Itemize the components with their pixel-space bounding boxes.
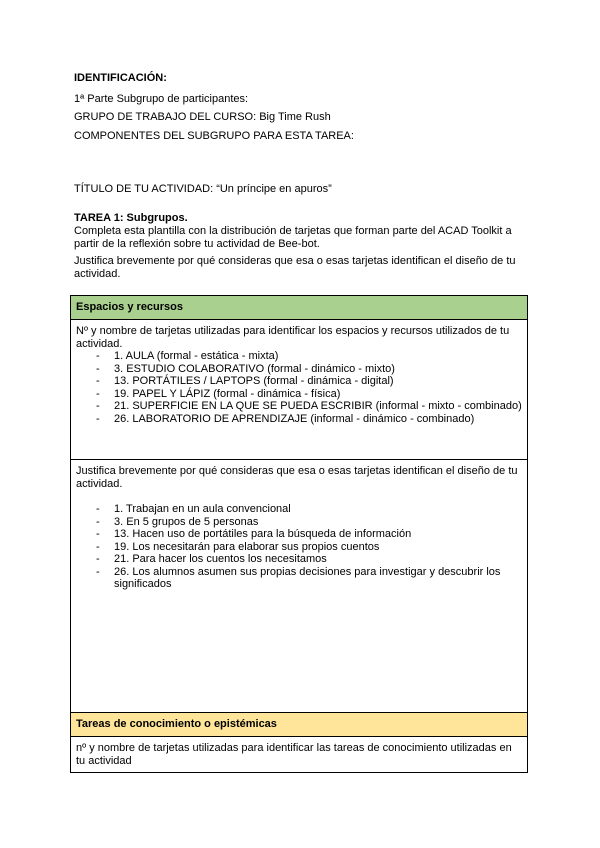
list-item: - 26. Los alumnos asumen sus propias decisiones para investigar y descubrir los significados [96,566,522,591]
subgroup-line: 1ª Parte Subgrupo de participantes: [74,93,249,105]
justification-cell [71,459,527,707]
components-line: COMPONENTES DEL SUBGRUPO PARA ESTA TAREA: [74,130,354,142]
cards-cell [71,320,527,454]
cards-intro: Nº y nombre de tarjetas utilizadas para identificar los espacios y recursos utilizados de tu actividad. [76,325,510,350]
identification-title: IDENTIFICACIÓN: [74,72,167,84]
list-item: - 21. Para hacer los cuentos los necesitamos [96,553,522,566]
list-item: - 26. LABORATORIO DE APRENDIZAJE (informal - dinámico - combinado) [96,413,522,426]
activity-title: TÍTULO DE TU ACTIVIDAD: “Un príncipe en apuros” [74,183,332,195]
list-item: - 3. En 5 grupos de 5 personas [96,516,522,529]
section-header-spaces-resources: Espacios y recursos [71,296,527,320]
list-item: - 1. Trabajan en un aula convencional [96,503,522,516]
section-header-epistemic-tasks: Tareas de conocimiento o epistémicas [71,712,527,737]
list-item: - 21. SUPERFICIE EN LA QUE SE PUEDA ESCRIBIR (informal - mixto - combinado) [96,400,522,413]
task-instructions: Completa esta plantilla con la distribución de tarjetas que forman parte del ACAD Toolkit a partir de la reflexión sobre tu actividad de Bee-bot. [74,225,512,250]
list-item: - 19. Los necesitarán para elaborar sus propios cuentos [96,541,522,554]
activity-table [70,295,528,773]
list-item: - 1. AULA (formal - estática - mixta) [96,350,522,363]
spacer [76,490,522,503]
cards-list [76,350,522,425]
justification-list [76,503,522,591]
list-item: - 19. PAPEL Y LÁPIZ (formal - dinámica - física) [96,388,522,401]
list-item: - 3. ESTUDIO COLABORATIVO (formal - dinámico - mixto) [96,363,522,376]
task-justify-instructions: Justifica brevemente por qué consideras que esa o esas tarjetas identifican el diseño de tu actividad. [74,255,516,280]
justification-intro: Justifica brevemente por qué consideras que esa o esas tarjetas identifican el diseño de tu actividad. [76,465,518,490]
course-group-line: GRUPO DE TRABAJO DEL CURSO: Big Time Rush [74,111,331,123]
list-item: - 13. PORTÁTILES / LAPTOPS (formal - dinámica - digital) [96,375,522,388]
epistemic-cards-cell [71,737,527,773]
list-item: - 13. Hacen uso de portátiles para la búsqueda de información [96,528,522,541]
epistemic-cards-intro: nº y nombre de tarjetas utilizadas para identificar las tareas de conocimiento utilizadas en tu actividad [76,742,512,767]
task-title: TAREA 1: Subgrupos. [74,212,188,224]
